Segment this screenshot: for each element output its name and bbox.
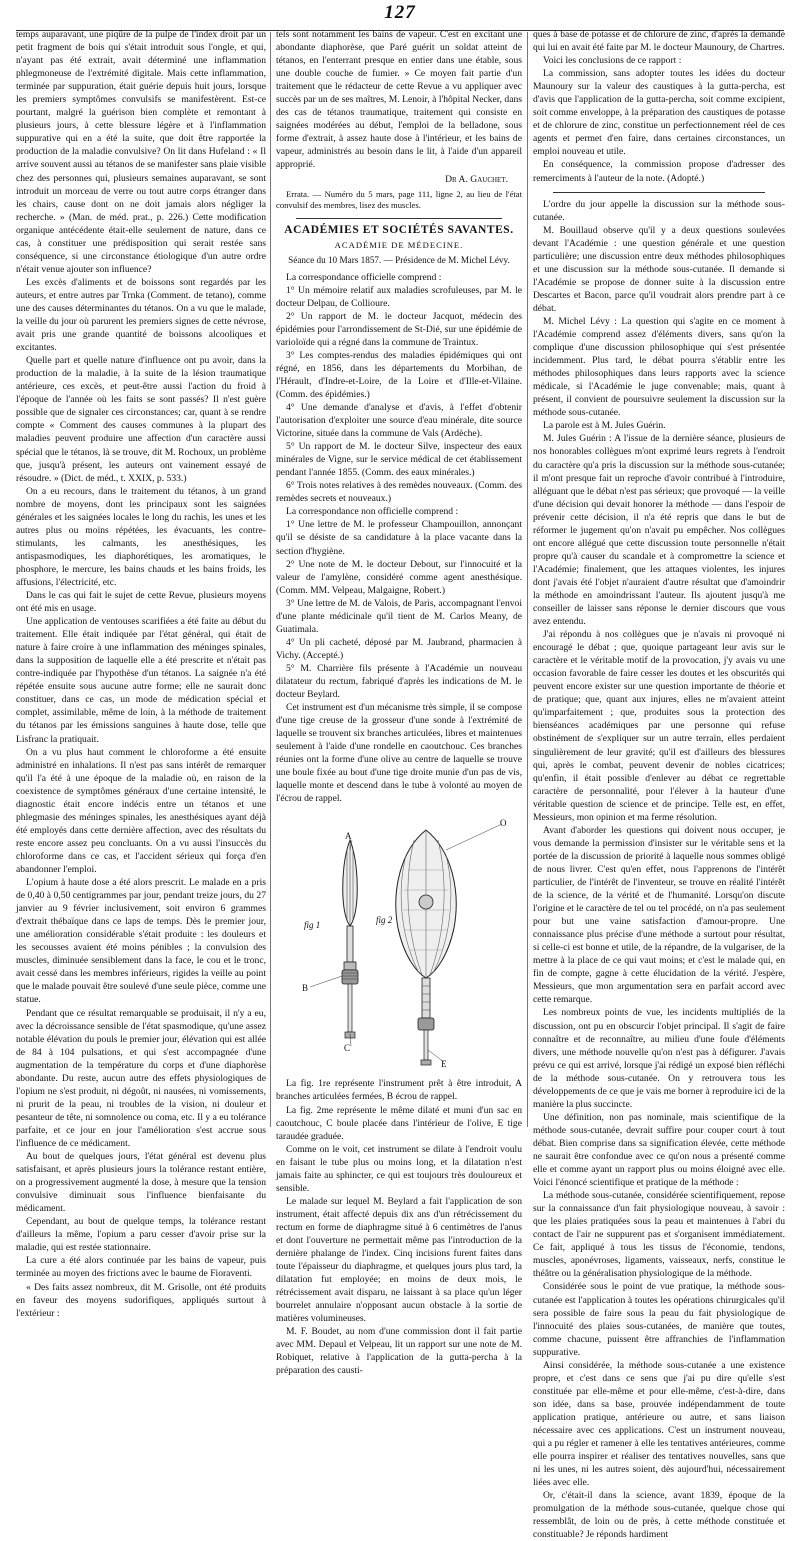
section-subtitle: ACADÉMIE DE MÉDECINE. xyxy=(334,240,464,251)
figure-letter-e: E xyxy=(441,1059,447,1070)
paragraph: La parole est à M. Jules Guérin. xyxy=(543,420,666,432)
paragraph: La fig. 1re représente l'instrument prêt à être introduit, A branches articulées fermées, B écrou de rappel. xyxy=(276,1078,522,1103)
paragraph: Une application de ventouses scarifiées a été faite au début du traitement. Elle était indiquée par l'état général, qui était de nature à faire croire à une inflammation des méninges spinales, dans la supposition de laquelle elle a été prescrite et n'était pas contre-indiquée par l'hypothèse d'un tétanos. La saignée n'a été répétée ensuite sous aucune autre forme; elle ne saurait donc constituer, dans ce cas, un mode de médication spécial et complet, assimilable, même de loin, à la méthode de traitement du tétanos par les émissions sanguines à haute dose, telle que Lisfranc la pratiquait. xyxy=(16,616,266,745)
column-left xyxy=(16,28,266,1319)
column-divider-left xyxy=(270,32,271,1127)
paragraph: Dans le cas qui fait le sujet de cette Revue, plusieurs moyens ont été mis en usage. xyxy=(16,590,266,615)
figure-label-2: fig 2 xyxy=(376,915,393,926)
paragraph: En conséquence, la commission propose d'adresser des remerciments à l'auteur de la note. (Adopté.) xyxy=(533,159,785,184)
dilator-illustration xyxy=(276,810,522,1072)
column-right xyxy=(533,28,785,1541)
paragraph: La commission, sans adopter toutes les idées du docteur Maunoury sur la valeur des caustiques à la gutta-percha, est d'avis que l'application de la gutta-percha, soit comme excipient, soit comme enveloppe, à la préparation des caustiques de potasse et de chlorure de zinc, constitue un perfectionnement réel de ces agents et permet d'en faire, dans certaines circonstances, un emploi nouveau et utile. xyxy=(533,68,785,158)
fig2-instrument xyxy=(396,830,456,1065)
paragraph: tels sont notamment les bains de vapeur. C'est en excitant une abondante diaphorèse, que Paré guérit un soldat atteint de tétanos, en l'enterrant presque en entier dans une étable, sous une double couche de fumier. » Ce moyen fait partie d'un traitement que le rédacteur de cette Revue a vu appliquer avec succès par un de ses maîtres, M. Lenoir, à l'hôpital Necker, dans des cas de tétanos traumatique, traitement qui consiste en saignées modérées au début, l'emploi de la belladone, sous forme d'extrait, à assez haute dose à l'intérieur, et les bains de vapeur, administrés au besoin dans le lit, à l'aide d'un appareil approprié. xyxy=(276,29,522,171)
paragraph: L'opium à haute dose a été alors prescrit. Le malade en a pris de 0,40 à 0,50 centigrammes par jour, pendant treize jours, du 27 janvier au 9 février inclusivement, soit environ 6 grammes d'extrait thébaïque dans ce laps de temps. Dès le premier jour, une amélioration considérable s'était produite : les douleurs et les secousses avaient été moins pénibles ; la convulsion des muscles, diminuée sensiblement dans la face, le cou et le tronc, avait cessé dans les membres inférieurs, rigides la veille au point que le malade pouvait être soulevé d'une seule pièce, comme une statue. xyxy=(16,877,266,1006)
paragraph: Les excès d'aliments et de boissons sont regardés par les auteurs, et entre autres par Trnka (Comment. de tetano), comme une des causes déterminantes du tétanos. On a vu que le malade, la veille du jour où parurent les premiers signes de cette névrose, avait pris une grande quantité de boissons alcooliques et excitantes. xyxy=(16,276,266,354)
paragraph: 1° Une lettre de M. le professeur Champouillon, annonçant qu'il se désiste de sa candidature à la place vacante dans la section d'hygiène. xyxy=(276,519,522,557)
paragraph: Au bout de quelques jours, l'état général est devenu plus satisfaisant, et après plusieurs jours la tolérance restant entière, on a progressivement augmenté la dose, à mesure que la tension convulsive diminuait sous l'influence bienfaisante du médicament. xyxy=(16,1151,266,1215)
paragraph: Cependant, au bout de quelque temps, la tolérance restant d'ailleurs la même, l'opium a paru cesser d'avoir prise sur la maladie, qui est restée stationnaire. xyxy=(16,1216,266,1254)
paragraph: M. F. Boudet, au nom d'une commission dont il fait partie avec MM. Depaul et Velpeau, lit un rapport sur une note de M. Robiquet, relative à l'application de la gutta-percha à la préparation des causti- xyxy=(276,1326,522,1377)
paragraph: ques à base de potasse et de chlorure de zinc, d'après la demande qui lui en avait été faite par M. le docteur Maunoury, de Chartres. xyxy=(533,29,785,54)
paragraph: On a vu plus haut comment le chloroforme a été ensuite administré en inhalations. Il n'est pas sans intérêt de remarquer qu'il l'a été à une époque de la maladie où, en raison de la coexistence de symptômes généraux d'une certaine intensité, le diagnostic était encore indécis entre un tétanos et une phlegmasie des méninges spinales, les anesthésiques ayant déjà été employés dans cette dernière affection, avec des résultats du reste encore assez peu concluants. On a vu aussi l'insuccès du chloroforme dans ce cas, et l'accident sérieux qui força d'en abandonner l'emploi. xyxy=(16,746,266,875)
author-signature: Dr A. Gauchet. xyxy=(445,173,508,185)
session-line: Séance du 10 Mars 1857. — Présidence de M. Michel Lévy. xyxy=(288,255,510,266)
paragraph: La cure a été alors continuée par les bains de vapeur, puis terminée au moyen des frictions avec le baume de Fioraventi. xyxy=(16,1255,266,1280)
section-title: ACADÉMIES ET SOCIÉTÉS SAVANTES. xyxy=(284,224,514,237)
paragraph: Comme on le voit, cet instrument se dilate à l'endroit voulu en faisant le tube plus ou moins long, et la dilatation n'est jamais faite au sphincter, ce qui est toujours très douloureux et sensible. xyxy=(276,1143,522,1194)
paragraph: La correspondance officielle comprend : xyxy=(286,271,442,283)
paragraph: M. Michel Lévy : La question qui s'agite en ce moment à l'Académie comprend assez d'éléments divers, sans qu'on la complique d'une discussion philosophique qui s'est présentée incidemment. Plus tard, le débat pourra s'établir entre les méthodes philosophiques dans leurs rapports avec la science médicale, si l'Académie le juge convenable; mais, quant à présent, il convient de poursuivre seulement la discussion sur la méthode sous-cutanée. xyxy=(533,315,785,419)
paragraph: 2° Un rapport de M. le docteur Jacquot, médecin des épidémies pour l'arrondissement de St-Dié, sur une épidémie de varioloïde qui a régné dans la commune de Traintux. xyxy=(276,310,522,348)
paragraph: La méthode sous-cutanée, considérée scientifiquement, repose sur la connaissance d'un fait physiologique nouveau, à savoir : que les plaies pratiquées sous la peau et maintenues à l'abri du contact de l'air ne suppurent pas et s'organisent immédiatement. Ce fait, appliqué à tous les tissus de l'économie, tendons, muscles, aponévroses, ligaments, vaisseaux, nerfs, constitue le théâtre ou la généralisation physiologique de la méthode. xyxy=(533,1190,785,1280)
paragraph: Une définition, non pas nominale, mais scientifique de la méthode sous-cutanée, devrait suffire pour couper court à tout débat. Bien comprise dans sa signification élevée, cette méthode ne saurait être confondue avec ce qu'on nous a présenté comme elle et comme ayant un rapport plus ou moins éloigné avec elle. Voici l'énoncé scientifique et pratique de la méthode : xyxy=(533,1111,785,1189)
paragraph: « Des faits assez nombreux, dit M. Grisolle, ont été produits en faveur des moyens sudorifiques, appliqués surtout à l'extérieur : xyxy=(16,1281,266,1319)
paragraph: Les nombreux points de vue, les incidents multipliés de la discussion, ont pu en obscurcir l'objet principal. Il s'agit de faire connaître et de reconnaître, au milieu d'une foule d'éléments divers, une méthode nouvelle qu'on n'est pas à défigurer. J'avais prévu ce qui est arrivé, lorsque j'ai rédigé un exposé bien réfléchi de la méthode sous-cutanée. On y retrouvera tous les développements de ce que je vais me borner à reproduire ici de la manière la plus succincte. xyxy=(533,1007,785,1110)
paragraph: temps auparavant, une piqûre de la pulpe de l'index droit par un petit fragment de bois qui s'était introduit sous l'ongle, et qui, n'ayant pas été extrait, avait déterminé une inflammation phlegmoneuse de l'extrémité digitale. Mais cette inflammation, terminée par suppuration, était guérie depuis huit jours, lorsque les premiers symptômes convulsifs se manifestèrent. Est-ce pourtant, malgré la guérison bien complète et remontant à plusieurs jours, à cette blessure légère et à l'inflammation suppurative qui en a été la suite, que doit être rapportée la production de la maladie convulsive? On lit dans Hufeland : « Il arrive souvent aussi au tétanos de se manifester sans plaie visible chez des personnes qui, plusieurs semaines auparavant, se sont introduit un morceau de verre ou tout autre corps étranger dans les chairs, cause dont on ne doit jamais alors négliger la recherche. » (Man. de méd. prat., p. 226.) Cette modification organique antécédente était-elle seulement de nature, dans ce cas, à constituer une prédisposition qui serait restée sans conséquence, si une circonstance étiologique d'un autre ordre n'était venue ajouter son influence? xyxy=(16,29,266,275)
paragraph: Le malade sur lequel M. Beylard a fait l'application de son instrument, était affecté depuis dix ans d'un rétrécissement du rectum en forme de diaphragme situé à 6 centimètres de l'anus et dont l'ouverture ne permettait même pas l'introduction de la dernière phalange de l'index. Cinq incisions furent faites dans toute l'épaisseur du diaphragme, et quelques jours plus tard, la dilatation fut employée; en moins de deux mois, le rétrécissement avait disparu, ne laissant à sa place qu'un léger bourrelet annulaire n'opposant aucun obstacle à la sortie de matières volumineuses. xyxy=(276,1195,522,1325)
paragraph: 5° Un rapport de M. le docteur Silve, inspecteur des eaux minérales de Vigne, sur le service médical de cet établissement pendant l'année 1855. (Comm. des eaux minérales.) xyxy=(276,441,522,479)
fig1-instrument xyxy=(342,840,358,1038)
paragraph: 3° Une lettre de M. de Valois, de Paris, accompagnant l'envoi d'une plante médicinale qu'il tient de M. Carlos Meany, de Guatimala. xyxy=(276,597,522,635)
paragraph: Considérée sous le point de vue pratique, la méthode sous-cutanée est l'application à toutes les opérations chirurgicales qu'il sera possible de faire sous la peau du fait physiologique de l'innocuité des plaies sous-cutanées, de manière que toutes, comme chacune, puissent être affranchies de l'inflammation suppurative. xyxy=(533,1281,785,1358)
figure-letter-c: C xyxy=(344,1043,351,1054)
paragraph: 1° Un mémoire relatif aux maladies scrofuleuses, par M. le docteur Delpau, de Collioure. xyxy=(276,284,522,309)
dilator-figure xyxy=(276,810,522,1072)
paragraph: J'ai répondu à nos collègues que je n'avais ni provoqué ni encouragé le débat ; que, quoique partageant leur avis sur le caractère et le véritable motif de la provocation, j'y avais vu une occasion favorable de faire cesser les doutes et les obscurités qui peuvent encore exister sur une question importante de théorie et de pratique; que, quant aux injures, elles ne m'avaient atteint qu'imparfaitement ; que, produites sous la protection des bienséances académiques par une personne qui refuse obstinément de s'expliquer sur un autre terrain, elles perdaient singulièrement de leur gravité; qu'il est d'ailleurs des blessures qui, après le combat, peuvent devenir de nobles cicatrices; qu'enfin, il était possible d'enlever au débat ce regrettable caractère de personnalité, pour l'élever à la hauteur d'une véritable question de science et de principe. Telle est, en effet, Messieurs, mon opinion et ma ferme résolution. xyxy=(533,629,785,823)
paragraph: 2° Une note de M. le docteur Debout, sur l'innocuité et la valeur de l'amylène, considéré comme agent anesthésique. (Comm. MM. Velpeau, Malgaigne, Robert.) xyxy=(276,558,522,596)
paragraph: M. Bouillaud observe qu'il y a deux questions soulevées devant l'Académie : une question générale et une question particulière; une discussion entre deux méthodes philosophiques et une discussion sur la méthode sous-cutanée. Il demande si l'Académie se propose de donner suite à la discussion entre Descartes et Bacon, parce qu'il voudrait alors prendre part à ce débat. xyxy=(533,224,785,314)
column-divider-right xyxy=(527,32,528,1127)
page-number: 127 xyxy=(384,2,416,23)
paragraph: 5° M. Charrière fils présente à l'Académie un nouveau dilatateur du rectum, fabriqué d'après les indications de M. le docteur Beylard. xyxy=(276,662,522,701)
figure-label-1: fig 1 xyxy=(304,920,321,931)
paragraph: 4° Un pli cacheté, déposé par M. Jaubrand, pharmacien à Vichy. (Accepté.) xyxy=(276,636,522,661)
paragraph: La correspondance non officielle comprend : xyxy=(286,506,459,518)
paragraph: 3° Les comptes-rendus des maladies épidémiques qui ont régné, en 1856, dans les départements du Morbihan, de l'Hérault, d'Indre-et-Loire, de la Loire et d'Ille-et-Vilaine. (Comm. des épidémies.) xyxy=(276,349,522,400)
paragraph: Voici les conclusions de ce rapport : xyxy=(543,55,682,67)
figure-letter-a: A xyxy=(345,831,352,842)
paragraph: Pendant que ce résultat remarquable se produisait, il n'y a eu, avec la décroissance sensible de l'état spasmodique, qu'une assez notable élévation du pouls le premier jour, élévation qui est allée de 84 à 104 pulsations, et qui s'est accompagnée d'une augmentation de la température du corps et d'une diaphorèse abondante. Du reste, aucun autre des effets physiologiques de l'opium ne s'est produit, ni dégoût, ni nausées, ni vomissements, ni prurit de la peau, ni troubles de la vision, ni douleur et pesanteur de tête, ni somnolence ou coma, etc. Il y a eu tolérance parfaite, et ce jour en jour l'amélioration s'est accrue sous l'influence de ce médicament. xyxy=(16,1007,266,1149)
paragraph: Ainsi considérée, la méthode sous-cutanée a une existence propre, et c'est dans ce sens que j'ai pu dire qu'elle s'est constituée par elle-même et pour elle-même, c'est-à-dire, dans son idée, dans sa base, prouvée indépendamment de toute application pratique, antérieure ou autre, et sans liaison nécessaire avec ces applications. C'est un instrument nouveau, qui a pu régler et ramener à elle les tentatives antérieures, comme elle pourra inspirer et réaliser des tentatives nouvelles, sans que ni les unes, ni les autres soient, dès aujourd'hui, nécessairement liées avec elle. xyxy=(533,1359,785,1489)
section-rule xyxy=(296,218,502,219)
paragraph: Avant d'aborder les questions qui doivent nous occuper, je vous demande la permission d'insister sur le véritable sens et la portée de la discussion de priorité à laquelle nous sommes obligé de nous livrer. C'est qu'en effet, nous l'apprenons de l'intérêt particulier, de l'intérêt de l'inventeur, se trouve en réalité l'intérêt de la science, de la vérité et de l'humanité. Lorsqu'on discute l'origine et le caractère de tel ou tel procédé, on n'a pas seulement pour but une vaine satisfaction d'amour-propre. Une connaissance plus précise d'une méthode a surtout pour résultat, si celle-ci est bonne et utile, de la répandre, de la vulgariser, de la mettre à la place de ce qui vaut moins; et c'est le malade qui, en fin de compte, gagne à cette élucidation de la vérité. J'espère, Messieurs, que mon argumentation sera en parfait accord avec cette remarque. xyxy=(533,824,785,1006)
paragraph: M. Jules Guérin : A l'issue de la dernière séance, plusieurs de nos honorables collègues m'ont exprimé leurs regrets à l'endroit du caractère qu'a pris la discussion sur la méthode sous-cutanée; il m'ont presque fait un reproche d'avoir contribué à l'introduire, alléguant que le débat n'est pas sérieux; que provoqué — la veille d'une décision qui devait honorer la méthode — dans l'espoir de prévenir cette décision, il n'a été repris que dans le but de réformer le jugement qu'on n'avait pu empêcher. Nos collègues ont encore allégué que cette discussion toute personnelle n'était propre qu'à causer du scandale et à compromettre la science et l'Académie; finalement, que les attaques violentes, les injures dont j'avais été l'objet n'auraient d'autre résultat que d'amoindrir la méthode en amoindrissant l'auteur. Ils ajoutent jusqu'à me conseiller de laisser sans réponse le dernier discours que vous avez entendu. xyxy=(533,433,785,628)
figure-letter-b: B xyxy=(302,983,309,994)
paragraph: 6° Trois notes relatives à des remèdes nouveaux. (Comm. des remèdes secrets et nouveaux.) xyxy=(276,480,522,505)
paragraph: Quelle part et quelle nature d'influence ont pu avoir, dans la production de la maladie, à la suite de la lésion traumatique antérieure, ces excès, et peut-être aussi l'action du froid à l'époque de l'année où les faits se sont passés? Il n'est guère possible que de signaler ces circonstances; car, quant à se rendre compte « Comment des causes communes à la plupart des maladies peuvent produire une affection d'un caractère aussi spécial que le tétanos, là se trouve, dit M. Rochoux, un problème que, jusqu'à présent, les auteurs ont vainement essayé de résoudre. » (Dict. de méd., t. XXIX, p. 533.) xyxy=(16,355,266,484)
errata-note: Errata. — Numéro du 5 mars, page 111, ligne 2, au lieu de l'état convulsif des membres, lisez des muscles. xyxy=(276,188,522,210)
section-rule xyxy=(553,192,765,193)
paragraph: On a eu recours, dans le traitement du tétanos, à un grand nombre de moyens, dont les principaux sont les saignées générales et les saignées locales le long du rachis, les unes et les autres plus ou moins répétées, les évacuants, les contre-stimulants, les calmants, les anesthésiques, les antispasmodiques, les diaphorétiques, les aromatiques, le phosphore, le mercure, les bains chauds et les bains froids, les affusions, l'électricité, etc. xyxy=(16,485,266,588)
column-middle xyxy=(276,28,522,1377)
paragraph: Or, c'était-il dans la science, avant 1839, époque de la promulgation de la méthode sous-cutanée, quelque chose qui ressemblât, de loin ou de près, à cette méthode constituée et constituable? Je réponds hardiment xyxy=(533,1490,785,1541)
paragraph: Cet instrument est d'un mécanisme très simple, il se compose d'une tige creuse de la grosseur d'une sonde à l'extrémité de laquelle se trouvent six branches articulées, libres et maintenues seulement à l'aide d'une rondelle en caoutchouc. Ces branches réunies ont la forme d'une olive au centre de laquelle se trouve une boule fixée au bout d'une tige droite munie d'un pas de vis, laquelle monte et descend dans le tube à volonté au moyen de l'écrou de rappel. xyxy=(276,702,522,805)
figure-letter-o: O xyxy=(500,818,507,829)
paragraph: La fig. 2me représente le même dilaté et muni d'un sac en caoutchouc, C boule placée dans l'intérieur de l'olive, E tige taraudée graduée. xyxy=(276,1104,522,1142)
paragraph: L'ordre du jour appelle la discussion sur la méthode sous-cutanée. xyxy=(533,198,785,223)
paragraph: 4° Une demande d'analyse et d'avis, à l'effet d'obtenir l'autorisation d'exploiter une source d'eau minérale, dite source Victorine, située dans la commune de Vals (Ardèche). xyxy=(276,401,522,440)
